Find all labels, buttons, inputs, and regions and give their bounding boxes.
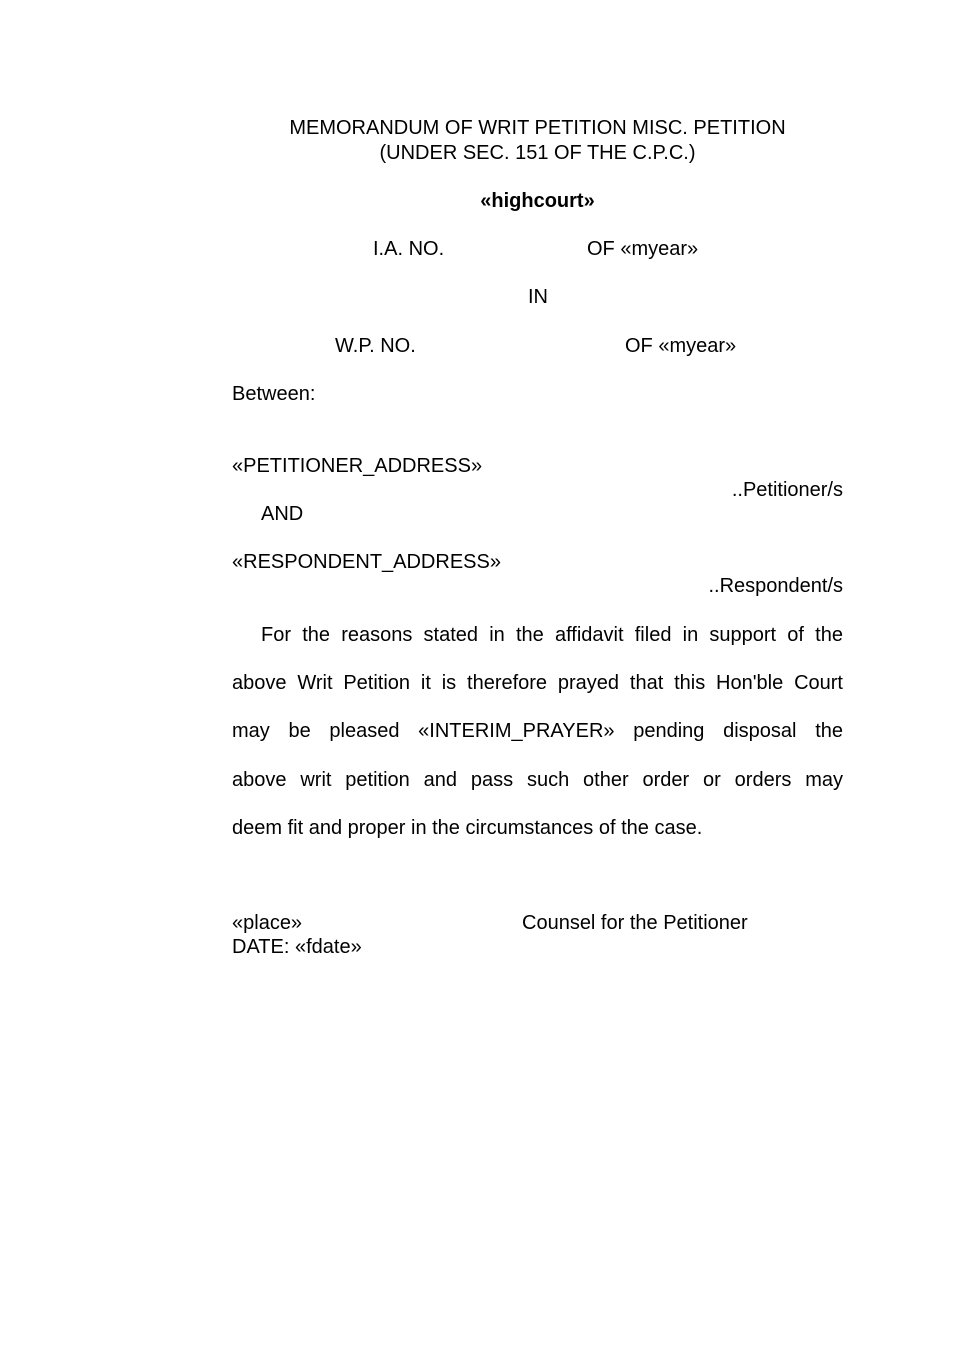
title-line-1: MEMORANDUM OF WRIT PETITION MISC. PETITION <box>289 117 786 139</box>
prayer-paragraph <box>232 611 843 852</box>
prayer-line: above Writ Petition it is therefore prayed that this Hon'ble Court <box>232 672 843 695</box>
respondent-role: ..Respondent/s <box>708 575 843 597</box>
wp-number-label: W.P. NO. <box>335 335 416 357</box>
petitioner-role: ..Petitioner/s <box>731 479 843 501</box>
in-label: IN <box>528 286 548 308</box>
and-label: AND <box>261 503 304 525</box>
date-field: DATE: «fdate» <box>232 936 362 958</box>
counsel-signature-label: Counsel for the Petitioner <box>522 912 748 934</box>
respondent-address: «RESPONDENT_ADDRESS» <box>232 551 501 573</box>
ia-year: OF «myear» <box>587 238 699 260</box>
petitioner-address: «PETITIONER_ADDRESS» <box>232 455 483 477</box>
title-line-2: (UNDER SEC. 151 OF THE C.P.C.) <box>379 142 696 164</box>
wp-year: OF «myear» <box>625 335 737 357</box>
court-name: «highcourt» <box>480 190 595 212</box>
place-field: «place» <box>232 912 303 934</box>
prayer-line: deem fit and proper in the circumstances of the case. <box>232 816 703 839</box>
prayer-line: For the reasons stated in the affidavit filed in support of the <box>261 624 843 646</box>
ia-number-label: I.A. NO. <box>373 238 445 260</box>
prayer-line: above writ petition and pass such other order or orders may <box>232 768 843 791</box>
between-label: Between: <box>232 383 316 405</box>
prayer-line: may be pleased «INTERIM_PRAYER» pending disposal the <box>232 720 843 743</box>
